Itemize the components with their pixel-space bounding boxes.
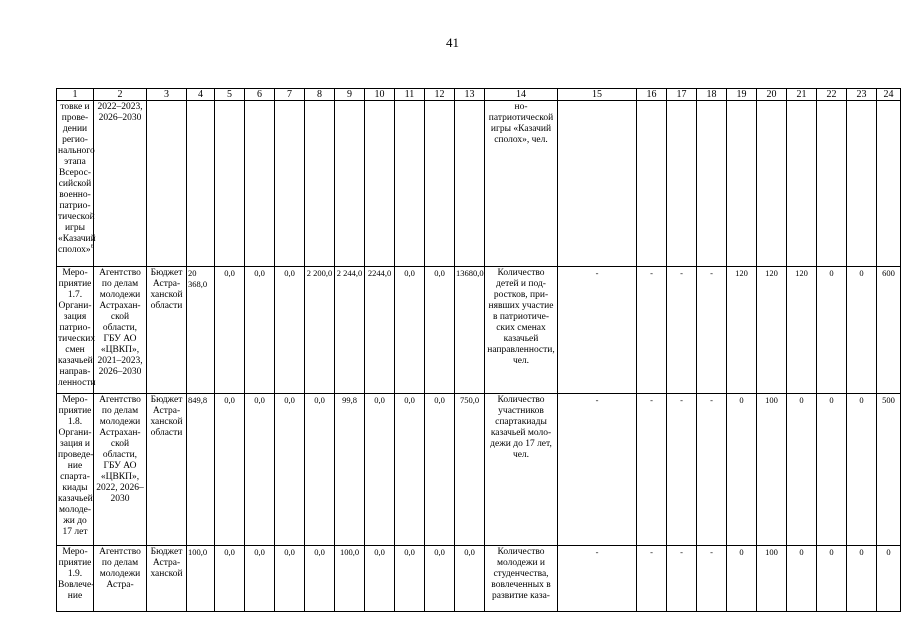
col-header: 4 [187, 89, 215, 101]
col-header: 11 [395, 89, 425, 101]
page-number: 41 [446, 35, 459, 50]
indicator-cell: но-патриотической игры «Казачий сполох», чел. [485, 101, 558, 267]
funding-value-cell: 0,0 [245, 267, 275, 394]
funding-value-cell: 2 244,0 [335, 267, 365, 394]
col-header: 10 [365, 89, 395, 101]
target-value-cell: - [667, 267, 697, 394]
col-header: 12 [425, 89, 455, 101]
target-value-cell [697, 101, 727, 267]
col-header: 15 [558, 89, 637, 101]
funding-value-cell: 750,0 [455, 394, 485, 546]
funding-value-cell [305, 101, 335, 267]
target-value-cell: - [697, 394, 727, 546]
funding-source-cell: Бюджет Астраханской [147, 546, 187, 612]
target-value-cell [727, 101, 757, 267]
target-value-cell [637, 101, 667, 267]
funding-value-cell: 99,8 [335, 394, 365, 546]
funding-value-cell [187, 101, 215, 267]
funding-value-cell: 0,0 [455, 546, 485, 612]
col-header: 21 [787, 89, 817, 101]
target-value-cell: 0 [787, 394, 817, 546]
col-header: 13 [455, 89, 485, 101]
funding-value-cell [365, 101, 395, 267]
funding-value-cell: 0,0 [215, 394, 245, 546]
funding-value-cell [395, 101, 425, 267]
funding-value-cell: 2244,0 [365, 267, 395, 394]
activity-name-cell [57, 267, 94, 394]
target-value-cell: - [637, 267, 667, 394]
target-value-cell: 120 [787, 267, 817, 394]
target-value-cell [847, 101, 877, 267]
col-header: 24 [877, 89, 901, 101]
target-value-cell [817, 101, 847, 267]
activity-name: Мероприятие 1.9. Вовлечение [58, 547, 95, 601]
col-header: 14 [485, 89, 558, 101]
target-value-cell: 120 [757, 267, 787, 394]
target-value-cell: - [667, 546, 697, 612]
target-value-cell: 0 [787, 546, 817, 612]
funding-value-cell [335, 101, 365, 267]
funding-value-cell: 0,0 [425, 394, 455, 546]
table-row [57, 394, 901, 546]
funding-value-cell: 0,0 [215, 546, 245, 612]
target-value-cell: - [697, 267, 727, 394]
column-number-row [57, 89, 901, 101]
col-header: 5 [215, 89, 245, 101]
target-value-cell: 600 [877, 267, 901, 394]
funding-value-cell: 0,0 [365, 546, 395, 612]
activity-name: товке и проведении регионального этапа Всероссийской военно-патриотической игры «Казачий сполох» [58, 102, 96, 255]
target-value-cell: - [637, 546, 667, 612]
funding-value-cell: 0,0 [425, 267, 455, 394]
funding-value-cell: 849,8 [187, 394, 215, 546]
indicator-cell: Количество молодежи и студенчества, вовлеченных в развитие каза- [485, 546, 558, 612]
target-value-cell [558, 101, 637, 267]
col-header: 19 [727, 89, 757, 101]
funding-value-cell: 0,0 [395, 394, 425, 546]
target-value-cell: - [697, 546, 727, 612]
target-value-cell: 120 [727, 267, 757, 394]
funding-value-cell: 0,0 [395, 267, 425, 394]
target-value-cell: 0 [727, 546, 757, 612]
target-value-cell: 0 [817, 394, 847, 546]
executor-cell: 2022–2023, 2026–2030 [94, 101, 147, 267]
funding-value-cell: 13680,0 [455, 267, 485, 394]
funding-value-cell: 100,0 [335, 546, 365, 612]
target-value-cell: 0 [847, 546, 877, 612]
funding-value-cell: 0,0 [275, 394, 305, 546]
col-header: 9 [335, 89, 365, 101]
funding-value-cell: 0,0 [305, 546, 335, 612]
target-value-cell: 0 [817, 267, 847, 394]
funding-source-cell [147, 101, 187, 267]
col-header: 2 [94, 89, 147, 101]
col-header: 3 [147, 89, 187, 101]
funding-value-cell: 20 368,0 [187, 267, 215, 394]
col-header: 6 [245, 89, 275, 101]
funding-value-cell: 0,0 [275, 546, 305, 612]
target-value-cell: 0 [847, 267, 877, 394]
target-value-cell: 500 [877, 394, 901, 546]
funding-value-cell [215, 101, 245, 267]
col-header: 20 [757, 89, 787, 101]
funding-value-cell: 0,0 [215, 267, 245, 394]
funding-value-cell: 0,0 [305, 394, 335, 546]
funding-value-cell [275, 101, 305, 267]
funding-value-cell: 2 200,0 [305, 267, 335, 394]
col-header: 23 [847, 89, 877, 101]
funding-source-cell: Бюджет Астраханской области [147, 267, 187, 394]
funding-value-cell [245, 101, 275, 267]
indicator-cell: Количество детей и подростков, принявших участие в патриотических сменах казачьей направленности, чел. [485, 267, 558, 394]
activity-name-cell [57, 394, 94, 546]
funding-value-cell: 0,0 [395, 546, 425, 612]
col-header: 1 [57, 89, 94, 101]
funding-value-cell: 0,0 [425, 546, 455, 612]
activity-name: Мероприятие 1.8. Организация и проведение спартакиады казачьей молодежи до 17 лет [58, 395, 94, 537]
target-value-cell: - [558, 546, 637, 612]
funding-value-cell: 0,0 [275, 267, 305, 394]
funding-value-cell: 0,0 [245, 546, 275, 612]
target-value-cell [787, 101, 817, 267]
target-value-cell [877, 101, 901, 267]
funding-value-cell [425, 101, 455, 267]
program-table [56, 88, 901, 612]
target-value-cell: 0 [847, 394, 877, 546]
activity-name: Мероприятие 1.7. Организация патриотических смен казачьей направленности [58, 268, 96, 388]
funding-value-cell: 0,0 [365, 394, 395, 546]
table-row [57, 267, 901, 394]
target-value-cell: - [667, 394, 697, 546]
executor-cell: Агентство по делам молодежи Астра- [94, 546, 147, 612]
target-value-cell: 0 [877, 546, 901, 612]
indicator-cell: Количество участников спартакиады казачьей молодежи до 17 лет, чел. [485, 394, 558, 546]
col-header: 8 [305, 89, 335, 101]
target-value-cell: 100 [757, 394, 787, 546]
target-value-cell [667, 101, 697, 267]
target-value-cell: - [637, 394, 667, 546]
table-row [57, 101, 901, 267]
target-value-cell: - [558, 267, 637, 394]
executor-cell: Агентство по делам молодежи Астраханской области, ГБУ АО «ЦВКП», 2021–2023, 2026–2030 [94, 267, 147, 394]
footnote-mark: 6 [90, 243, 94, 250]
target-value-cell: 0 [817, 546, 847, 612]
target-value-cell: 100 [757, 546, 787, 612]
col-header: 22 [817, 89, 847, 101]
funding-source-cell: Бюджет Астраханской области [147, 394, 187, 546]
funding-value-cell: 0,0 [245, 394, 275, 546]
col-header: 7 [275, 89, 305, 101]
target-value-cell: 0 [727, 394, 757, 546]
activity-name-cell [57, 101, 94, 267]
table-row [57, 546, 901, 612]
funding-value-cell: 100,0 [187, 546, 215, 612]
col-header: 18 [697, 89, 727, 101]
target-value-cell: - [558, 394, 637, 546]
executor-cell: Агентство по делам молодежи Астраханской области, ГБУ АО «ЦВКП», 2022, 2026–2030 [94, 394, 147, 546]
target-value-cell [757, 101, 787, 267]
col-header: 16 [637, 89, 667, 101]
activity-name-cell [57, 546, 94, 612]
col-header: 17 [667, 89, 697, 101]
funding-value-cell [455, 101, 485, 267]
